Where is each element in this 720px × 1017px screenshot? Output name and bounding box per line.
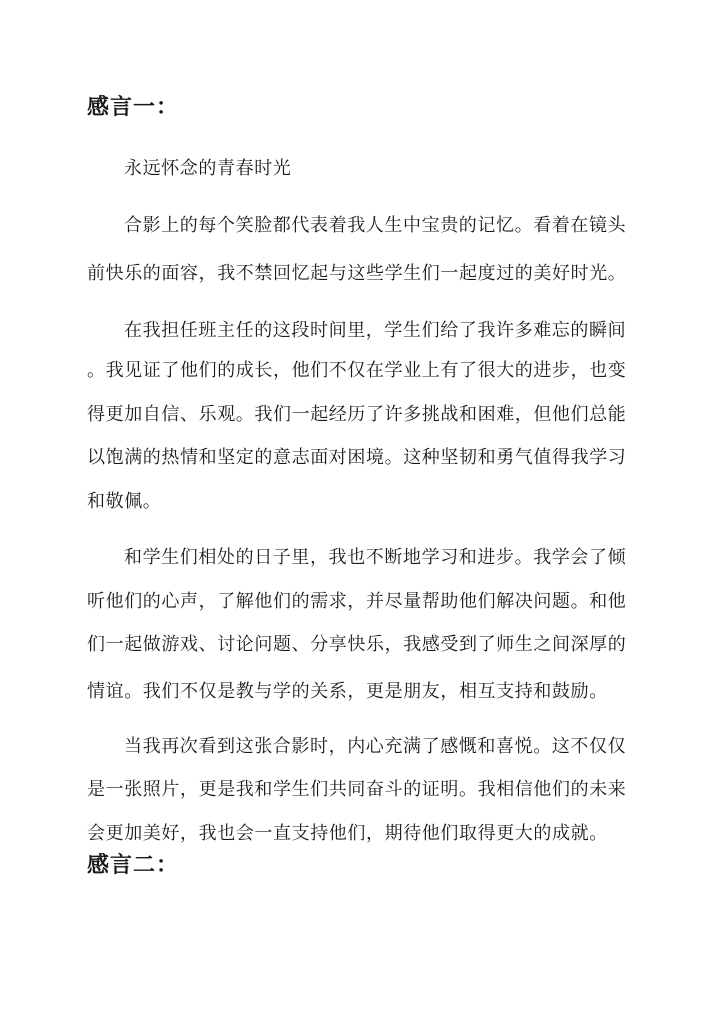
paragraph-3-line-1: 和学生们相处的日子里，我也不断地学习和进步。我学会了倾 <box>124 547 627 568</box>
paragraph-2-line-1: 在我担任班主任的这段时间里，学生们给了我许多难忘的瞬间 <box>124 320 627 341</box>
paragraph-3-line-4: 情谊。我们不仅是教与学的关系，更是朋友，相互支持和鼓励。 <box>87 681 608 702</box>
paragraph-1-line-1: 合影上的每个笑脸都代表着我人生中宝贵的记忆。看着在镜头 <box>124 215 627 236</box>
essay-title: 永远怀念的青春时光 <box>124 158 292 179</box>
paragraph-1-line-2: 前快乐的面容，我不禁回忆起与这些学生们一起度过的美好时光。 <box>87 263 627 284</box>
paragraph-2-line-4: 以饱满的热情和坚定的意志面对困境。这种坚韧和勇气值得我学习 <box>87 447 627 468</box>
paragraph-4-line-3: 会更加美好，我也会一直支持他们，期待他们取得更大的成就。 <box>87 823 608 844</box>
paragraph-2-line-3: 得更加自信、乐观。我们一起经历了许多挑战和困难，但他们总能 <box>87 404 627 425</box>
paragraph-2-line-5: 和敬佩。 <box>87 491 162 512</box>
paragraph-2-line-2: 。我见证了他们的成长，他们不仅在学业上有了很大的进步，也变 <box>87 360 627 381</box>
paragraph-4-line-2: 是一张照片，更是我和学生们共同奋斗的证明。我相信他们的未来 <box>87 779 627 800</box>
section-heading-1: 感言一： <box>87 94 180 120</box>
paragraph-3-line-3: 们一起做游戏、讨论问题、分享快乐，我感受到了师生之间深厚的 <box>87 634 627 655</box>
paragraph-4-line-1: 当我再次看到这张合影时，内心充满了感慨和喜悦。这不仅仅 <box>124 736 627 757</box>
section-heading-2: 感言二： <box>87 852 180 878</box>
paragraph-3-line-2: 听他们的心声，了解他们的需求，并尽量帮助他们解决问题。和他 <box>87 591 627 612</box>
